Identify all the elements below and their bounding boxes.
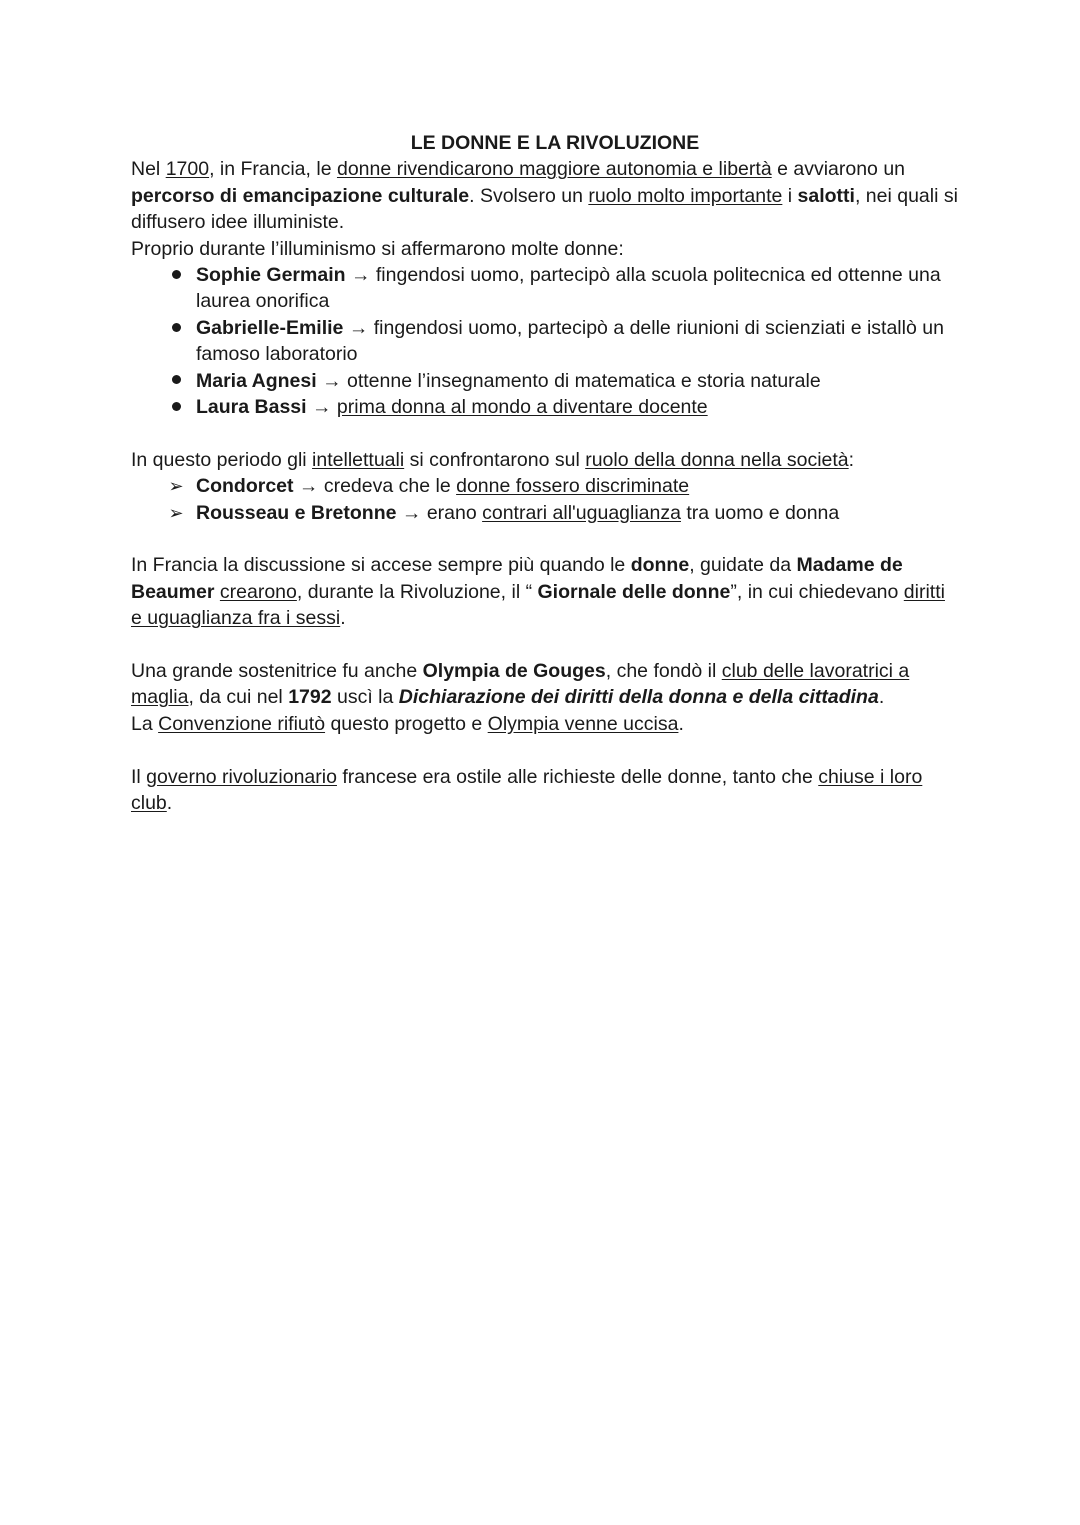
- bold-text: 1792: [288, 686, 332, 709]
- list-item: [131, 394, 961, 420]
- text: e avviarono un: [771, 158, 906, 181]
- text: In questo periodo gli: [131, 448, 313, 471]
- text: ”, in cui chiedevano: [730, 580, 904, 603]
- underlined-text: contrari all'uguaglianza: [482, 501, 681, 524]
- spacer: [131, 632, 961, 658]
- text: , durante la Rivoluzione, il “: [296, 580, 538, 603]
- intellectual-name: Rousseau e Bretonne: [196, 501, 397, 524]
- underlined-text: club delle lavoratrici a maglia: [131, 660, 910, 709]
- bold-text: Madame de Beaumer: [131, 554, 903, 603]
- woman-name: Maria Agnesi: [196, 369, 317, 392]
- bold-text: percorso di emancipazione culturale: [131, 184, 470, 207]
- bullet-dot-icon: [167, 394, 185, 420]
- arrow: →: [396, 501, 427, 524]
- intellectuals-paragraph: [131, 447, 961, 473]
- government-paragraph: [131, 764, 961, 817]
- text: , nei quali si diffusero idee illuministe.: [131, 184, 958, 234]
- spacer: [131, 526, 961, 552]
- woman-description: fingendosi uomo, partecipò a delle riunioni di scienziati e istallò un famoso laboratorio: [196, 316, 944, 366]
- olympia-line-2: [131, 711, 961, 737]
- bullet-dot-icon: [167, 315, 185, 341]
- olympia-paragraph: [131, 658, 961, 711]
- text: .: [166, 792, 173, 815]
- underlined-text: ruolo della donna nella società: [585, 448, 849, 471]
- bold-text: donne: [630, 554, 690, 577]
- women-list: [131, 262, 961, 420]
- intro-line-2: Proprio durante l’illuminismo si affermarono molte donne:: [131, 237, 624, 260]
- woman-name: Laura Bassi: [196, 396, 307, 419]
- list-item: [131, 473, 961, 499]
- underlined-text: donne fossero discriminate: [456, 475, 690, 498]
- bold-text: Olympia de Gouges: [422, 660, 606, 683]
- text: .: [340, 607, 346, 630]
- text: , da cui nel: [188, 686, 289, 709]
- underlined-text: governo rivoluzionario: [146, 765, 337, 788]
- text: La: [131, 712, 159, 735]
- list-item: [131, 315, 961, 368]
- bullet-dot-icon: [167, 368, 185, 394]
- text: i: [782, 184, 798, 207]
- arrow: →: [316, 369, 347, 392]
- list-item: [131, 368, 961, 394]
- intellectual-name: Condorcet: [196, 475, 294, 498]
- text: tra uomo e donna: [680, 501, 840, 524]
- underlined-text: ruolo molto importante: [588, 184, 783, 207]
- arrow: →: [345, 264, 376, 287]
- text: , guidate da: [689, 554, 797, 577]
- intro-paragraph: [131, 156, 961, 235]
- woman-description: ottenne l’insegnamento di matematica e storia naturale: [347, 369, 821, 392]
- text: si confrontarono sul: [404, 448, 586, 471]
- text: uscì la: [331, 686, 399, 709]
- france-paragraph: [131, 552, 961, 631]
- text: Una grande sostenitrice fu anche: [131, 660, 423, 683]
- underlined-text: donne rivendicarono maggiore autonomia e libertà: [336, 158, 772, 181]
- text: francese era ostile alle richieste delle donne, tanto che: [336, 765, 819, 788]
- text: Nel: [131, 158, 166, 181]
- underlined-text: prima donna al mondo a diventare docente: [336, 396, 708, 419]
- document-title: LE DONNE E LA RIVOLUZIONE: [410, 132, 700, 154]
- underlined-text: 1700: [165, 158, 210, 181]
- arrowhead-bullet-icon: ➢: [168, 502, 184, 523]
- text: questo progetto e: [325, 712, 488, 735]
- text: . Svolsero un: [469, 184, 589, 207]
- text: , in Francia, le: [209, 158, 337, 181]
- arrow: →: [293, 475, 324, 498]
- text: .: [678, 712, 684, 735]
- text: erano: [426, 501, 483, 524]
- arrowhead-bullet-icon: ➢: [168, 476, 184, 497]
- text: credeva che le: [323, 475, 457, 498]
- list-item: [131, 500, 961, 526]
- woman-name: Gabrielle-Emilie: [196, 316, 344, 339]
- spacer: [131, 420, 961, 446]
- spacer: [131, 737, 961, 763]
- bold-text: Giornale delle donne: [537, 580, 731, 603]
- text: .: [878, 686, 885, 709]
- underlined-text: Convenzione rifiutò: [158, 712, 326, 735]
- list-item: [131, 262, 961, 315]
- underlined-text: chiuse i loro club: [131, 765, 923, 815]
- arrow: →: [343, 316, 374, 339]
- underlined-text: intellettuali: [312, 448, 405, 471]
- text: Il: [131, 765, 147, 788]
- intellectuals-list: [131, 473, 961, 526]
- text: :: [848, 448, 855, 471]
- text: In Francia la discussione si accese sempre più quando le: [131, 554, 631, 577]
- arrow: →: [306, 396, 337, 419]
- bullet-dot-icon: [167, 262, 185, 288]
- bold-italic-text: Dichiarazione dei diritti della donna e della cittadina: [398, 686, 879, 709]
- underlined-text: Olympia venne uccisa: [487, 712, 679, 735]
- bold-text: salotti: [797, 184, 855, 207]
- woman-description: fingendosi uomo, partecipò alla scuola politecnica ed ottenne una laurea onorifica: [196, 264, 941, 313]
- document-page: [131, 130, 961, 816]
- woman-name: Sophie Germain: [196, 264, 346, 287]
- text: , che fondò il: [605, 660, 722, 683]
- underlined-text: crearono: [219, 580, 297, 603]
- underlined-text: diritti e uguaglianza fra i sessi: [131, 580, 945, 630]
